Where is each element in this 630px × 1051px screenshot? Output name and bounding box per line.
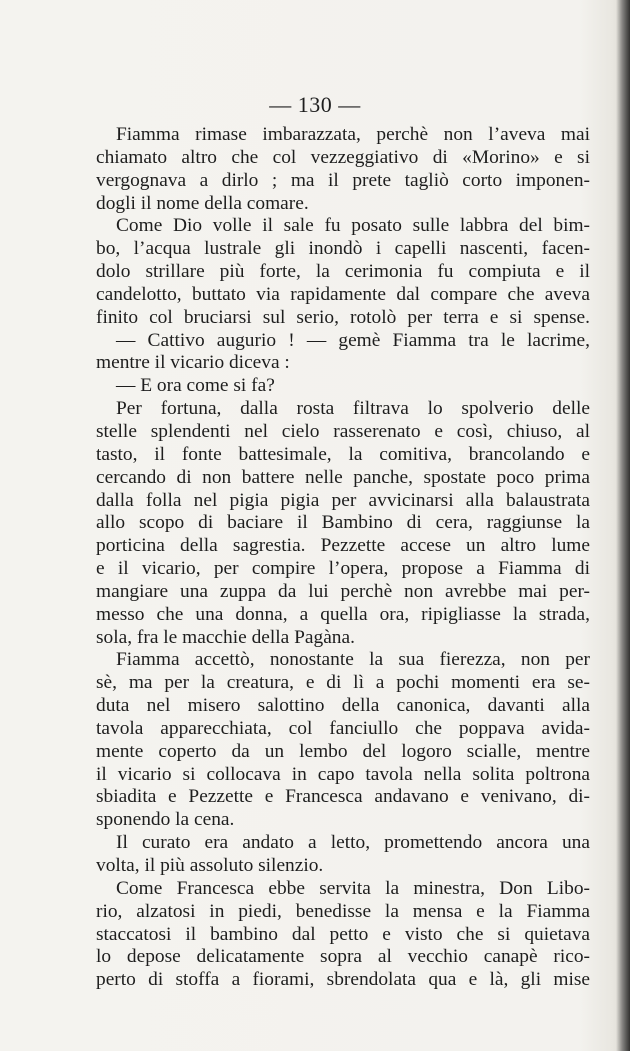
- text-line: sè, ma per la creatura, e di lì a pochi momenti era se-: [96, 672, 590, 694]
- text-line: mente coperto da un lembo del logoro scialle, mentre: [96, 740, 590, 762]
- text-line: Fiamma rimase imbarazzata, perchè non l’aveva mai: [116, 124, 590, 145]
- text-line: allo scopo di baciare il Bambino di cera, raggiunse la: [96, 512, 590, 534]
- text-line: stelle splendenti nel cielo rasserenato e così, chiuso, al: [96, 420, 590, 442]
- text-line: e il vicario, per compire l’opera, propose a Fiamma di: [96, 558, 590, 580]
- text-line: sponendo la cena.: [96, 809, 235, 831]
- text-line: finito col bruciarsi sul serio, rotolò per terra e si spense.: [96, 306, 590, 328]
- text-line: messo che una donna, a quella ora, ripigliasse la strada,: [96, 603, 590, 625]
- text-line: staccatosi il bambino dal petto e visto che si quietava: [96, 923, 590, 945]
- text-line: sbiadita e Pezzette e Francesca andavano e venivano, di-: [96, 786, 590, 808]
- text-line: perto di stoffa a fiorami, sbrendolata qua e là, gli mise: [96, 969, 590, 991]
- text-line: Come Francesca ebbe servita la minestra, Don Libo-: [116, 877, 590, 899]
- text-line: dalla folla nel pigia pigia per avvicinarsi alla balaustrata: [96, 489, 590, 511]
- text-line: cercando di non battere nelle panche, spostate poco prima: [96, 466, 590, 488]
- text-line: — E ora come si fa?: [116, 375, 275, 397]
- page-number: — 130 —: [269, 92, 361, 117]
- text-line: lo depose delicatamente sopra al vecchio canapè rico-: [96, 946, 590, 968]
- text-line: chiamato altro che col vezzeggiativo di «Morino» e si: [96, 146, 590, 168]
- text-line: tavola apparecchiata, col fanciullo che poppava avida-: [96, 717, 590, 739]
- text-line: Per fortuna, dalla rosta filtrava lo spolverio delle: [116, 398, 590, 420]
- text-line: tasto, il fonte battesimale, la comitiva, brancolando e: [96, 443, 590, 465]
- text-line: Come Dio volle il sale fu posato sulle labbra del bim-: [116, 215, 590, 237]
- text-line: rio, alzatosi in piedi, benedisse la mensa e la Fiamma: [96, 900, 590, 922]
- text-line: Fiamma accettò, nonostante la sua fierezza, non per: [116, 649, 590, 671]
- body-text: [96, 124, 590, 992]
- text-line: porticina della sagrestia. Pezzette accese un altro lume: [96, 535, 590, 557]
- text-line: candelotto, buttato via rapidamente dal compare che aveva: [96, 283, 590, 305]
- text-line: il vicario si collocava in capo tavola nella solita poltrona: [96, 763, 590, 785]
- text-line: volta, il più assoluto silenzio.: [96, 855, 324, 876]
- text-line: dogli il nome della comare.: [96, 192, 309, 214]
- page-binding-shadow: [616, 0, 630, 1051]
- text-line: dolo strillare più forte, la cerimonia fu compiuta e il: [96, 261, 590, 283]
- text-line: — Cattivo augurio ! — gemè Fiamma tra le lacrime,: [116, 329, 590, 351]
- text-line: mentre il vicario diceva :: [96, 352, 290, 374]
- text-line: mangiare una zuppa da lui perchè non avrebbe mai per-: [96, 580, 590, 602]
- text-line: duta nel misero salottino della canonica, davanti alla: [96, 695, 590, 717]
- text-line: vergognava a dirlo ; ma il prete tagliò corto imponen-: [96, 169, 590, 191]
- text-line: sola, fra le macchie della Pagàna.: [96, 626, 355, 648]
- text-line: bo, l’acqua lustrale gli inondò i capelli nascenti, facen-: [96, 238, 590, 260]
- text-line: Il curato era andato a letto, promettendo ancora una: [116, 832, 590, 854]
